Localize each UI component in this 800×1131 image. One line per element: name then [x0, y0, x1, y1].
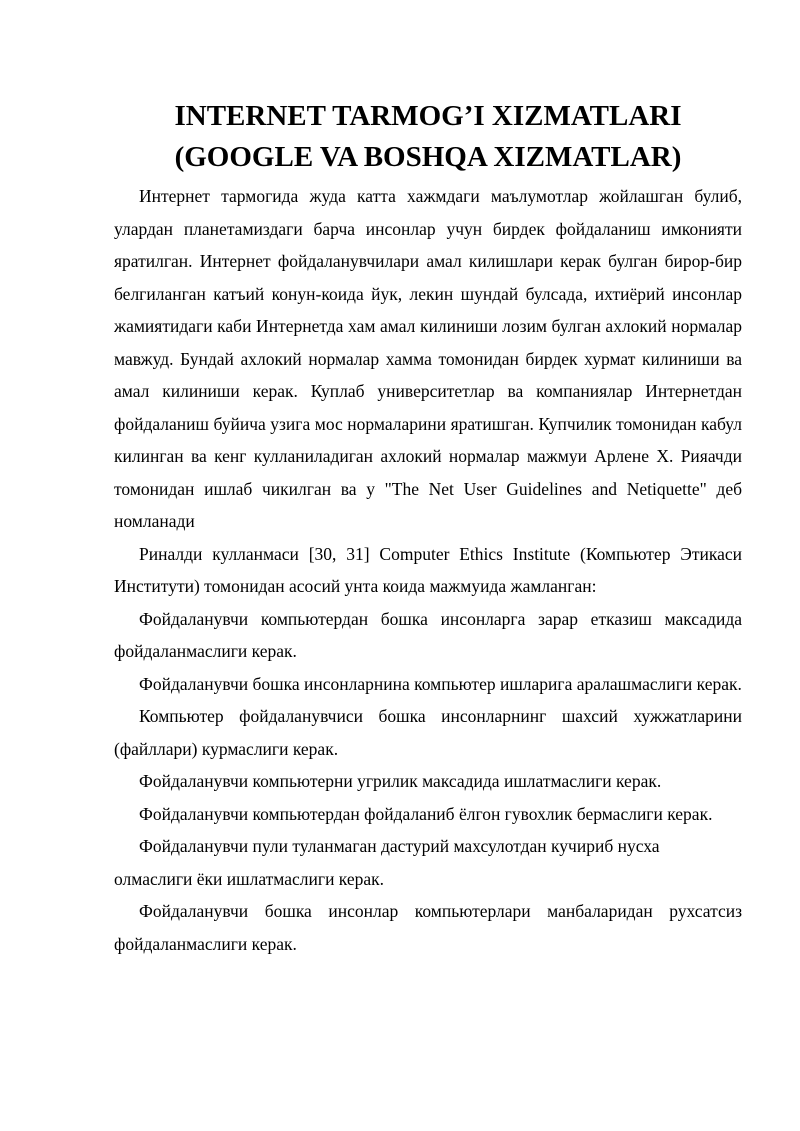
paragraph-rinaldi: Риналди кулланмаси [30, 31] Computer Ethics Institute (Компьютер Этикаси Институти) томонидан асосий унта коида мажмуида жамланган:	[114, 543, 742, 596]
rule-paragraph: Фойдаланувчи пули туланмаган дастурий махсулотдан кучириб нусха олмаслиги ёки ишлатмаслиги керак.	[114, 836, 660, 889]
paragraph-intro: Интернет тармогида жуда катта хажмдаги маълумотлар жойлашган булиб, улардан планетамиздаги барча инсонлар учун бирдек фойдаланиш имконияти яратилган. Интернет фойдаланувчилари амал килишлари керак булган бирор-бир белгиланган катъий конун-коида йук, лекин шундай булсада, ихтиёрий инсонлар жамиятидаги каби Интернетда хам амал килиниши лозим булган ахлокий нормалар мавжуд. Бундай ахлокий нормалар хамма томонидан бирдек хурмат килиниши ва амал килиниши керак. Куплаб университетлар ва компаниялар Интернетдан фойдаланиш буйича узига мос нормаларини яратишган. Купчилик томонидан кабул килинган ва кенг кулланиладиган ахлокий нормалар мажмуи Арлене Х. Рияачди томонидан ишлаб чикилган ва у "The Net User Guidelines and Netiquette" деб номланади	[114, 186, 742, 531]
rule-paragraph: Фойдаланувчи компьютердан бошка инсонларга зарар етказиш максадида фойдаланмаслиги керак.	[114, 608, 742, 661]
rule-paragraph: Компьютер фойдаланувчиси бошка инсонларнинг шахсий хужжатларини (файллари) курмаслиги керак.	[114, 706, 742, 759]
title-line-1: INTERNET TARMOG’I XIZMATLARI	[174, 100, 682, 132]
rule-paragraph: Фойдаланувчи компьютердан фойдаланиб ёлгон гувохлик бермаслиги керак.	[139, 803, 713, 824]
rule-paragraph: Фойдаланувчи компьютерни угрилик максадида ишлатмаслиги керак.	[139, 771, 662, 791]
rule-paragraph: Фойдаланувчи бошка инсонлар компьютерлари манбаларидан рухсатсиз фойдаланмаслиги керак.	[114, 901, 742, 954]
title-line-2: (GOOGLE VA BOSHQA XIZMATLAR)	[174, 141, 682, 173]
document-page	[114, 96, 742, 960]
rule-paragraph: Фойдаланувчи бошка инсонларнина компьютер ишларига аралашмаслиги керак.	[139, 673, 742, 694]
page-title	[114, 96, 742, 178]
